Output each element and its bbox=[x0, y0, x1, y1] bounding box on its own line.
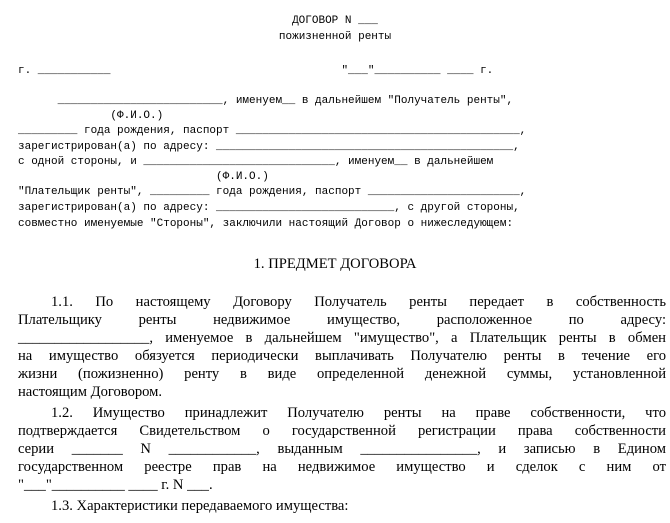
preamble-line: _________________________, именуем__ в дальнейшем "Получатель ренты", bbox=[18, 95, 514, 107]
preamble-line: _________ года рождения, паспорт ___________________________________________, bbox=[18, 125, 527, 137]
preamble-caption: (Ф.И.О.) bbox=[18, 110, 164, 122]
body-line: 1.3. Характеристики передаваемого имущества: bbox=[51, 498, 349, 514]
body-line: __________________, именуемое в дальнейшем "имущество", а Плательщик ренты в обмен bbox=[18, 330, 666, 346]
preamble-line: зарегистрирован(а) по адресу: ___________________________, с другой стороны, bbox=[18, 202, 520, 214]
body-line: 1.2. Имущество принадлежит Получателю ренты на праве собственности, что bbox=[51, 405, 666, 421]
preamble-line: "Плательщик ренты", _________ года рождения, паспорт _______________________, bbox=[18, 186, 527, 198]
body-line: жизни (пожизненно) ренту в виде определенной денежной суммы, установленной bbox=[18, 366, 666, 382]
document-subtitle: пожизненной ренты bbox=[278, 31, 392, 43]
preamble-line: совместно именуемые "Стороны", заключили настоящий Договор о нижеследующем: bbox=[18, 218, 514, 230]
body-line: подтверждается Свидетельством о государственной регистрации права собственности bbox=[18, 423, 666, 439]
body-line: государственном реестре прав на недвижимое имущество и сделок с ним от bbox=[18, 459, 666, 475]
body-line: на имущество обязуется периодически выплачивать Получателю ренты в течение его bbox=[18, 348, 666, 364]
body-line: Плательщику ренты недвижимое имущество, расположенное по адресу: bbox=[18, 312, 666, 328]
body-line: серии _______ N ____________, выданным ________________, и записью в Едином bbox=[18, 441, 666, 457]
body-line: 1.1. По настоящему Договору Получатель ренты передает в собственность bbox=[51, 294, 666, 310]
section-title: 1. ПРЕДМЕТ ДОГОВОРА bbox=[253, 256, 417, 272]
place-date-line: г. ___________ "___"__________ ____ г. bbox=[18, 65, 494, 77]
preamble-caption: (Ф.И.О.) bbox=[18, 171, 269, 183]
body-line: "___"__________ ____ г. N ___. bbox=[18, 477, 213, 493]
preamble-line: зарегистрирован(а) по адресу: _____________________________________________, bbox=[18, 141, 520, 153]
preamble-line: с одной стороны, и _____________________________, именуем__ в дальнейшем bbox=[18, 156, 494, 168]
document-title: ДОГОВОР N ___ bbox=[292, 15, 378, 27]
body-line: настоящим Договором. bbox=[18, 384, 163, 400]
